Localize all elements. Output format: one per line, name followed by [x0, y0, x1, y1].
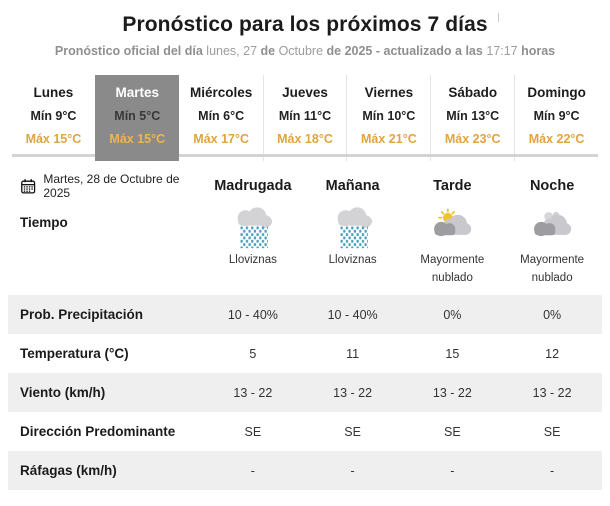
subtitle-segment: 17:17 — [486, 44, 522, 58]
day-tabs — [12, 75, 598, 161]
subtitle-segment: lunes, 27 — [206, 44, 261, 58]
day-max-temp: Máx 17°C — [193, 132, 250, 146]
weather-condition-label: Lloviznas — [228, 254, 277, 266]
row-value-cell: SE — [244, 424, 262, 439]
day-name: Martes — [115, 85, 160, 100]
row-value-cell: SE — [444, 424, 461, 439]
subtitle-segment: Pronóstico oficial del día — [54, 44, 207, 58]
row-rafagas — [8, 451, 602, 490]
row-value-cell: 13 - 22 — [333, 385, 373, 400]
top-edge-tick — [498, 13, 499, 22]
day-min-temp: Mín 6°C — [198, 109, 245, 123]
subtitle-segment: Octubre — [278, 44, 327, 58]
drizzle-icon — [228, 206, 278, 252]
row-value-cell: 12 — [545, 346, 560, 361]
page-title: Pronóstico para los próximos 7 días — [122, 13, 488, 36]
selected-date-label: Martes, 28 de Octubre de 2025 — [43, 172, 180, 200]
subtitle-segment: horas — [521, 44, 556, 58]
row-label: Tiempo — [20, 215, 68, 230]
row-value-cell: 13 - 22 — [532, 385, 572, 400]
day-name: Domingo — [527, 85, 586, 100]
weather-cell — [203, 203, 303, 270]
day-max-temp: Máx 15°C — [109, 132, 166, 146]
day-min-temp: Mín 11°C — [278, 109, 332, 123]
row-temperatura — [8, 334, 602, 373]
row-label: Prob. Precipitación — [20, 307, 144, 322]
row-value-cell: - — [350, 463, 355, 478]
day-min-temp: Mín 10°C — [362, 109, 416, 123]
row-prob-precipitacion — [8, 295, 602, 334]
weather-condition-label: Mayormente nublado — [520, 254, 585, 284]
column-header-tarde: Tarde — [433, 178, 472, 194]
day-max-temp: Máx 18°C — [277, 132, 333, 146]
day-tab-domingo[interactable] — [514, 75, 598, 161]
row-direccion-predominante — [8, 412, 602, 451]
day-min-temp: Mín 9°C — [30, 109, 77, 123]
day-max-temp: Máx 23°C — [444, 132, 501, 146]
row-value-cell: 13 - 22 — [432, 385, 472, 400]
weather-cell — [403, 203, 503, 288]
day-name: Jueves — [282, 85, 328, 100]
row-value-cell: 5 — [249, 346, 257, 361]
subtitle-segment: de — [260, 44, 279, 58]
row-label: Viento (km/h) — [20, 385, 106, 400]
row-value-cell: 0% — [543, 307, 562, 322]
row-value-cell: SE — [344, 424, 361, 439]
row-value-cell: - — [550, 463, 555, 478]
calendar-icon — [20, 178, 36, 195]
row-label: Ráfagas (km/h) — [20, 463, 117, 478]
row-value-cell: 10 - 40% — [327, 307, 378, 322]
day-max-temp: Máx 15°C — [25, 132, 82, 146]
day-name: Sábado — [448, 85, 498, 100]
day-name: Viernes — [364, 85, 414, 100]
day-tab-lunes[interactable] — [12, 75, 95, 161]
day-tab-martes[interactable] — [95, 75, 179, 161]
weather-cell — [502, 203, 602, 288]
drizzle-icon — [328, 206, 378, 252]
date-cell — [8, 172, 203, 200]
row-value-cell: 10 - 40% — [227, 307, 278, 322]
subtitle-segment: de 2025 - actualizado a las — [326, 44, 487, 58]
detail-table — [8, 169, 602, 490]
row-value-cell: - — [250, 463, 255, 478]
row-value-cell: 11 — [346, 346, 360, 361]
day-min-temp: Mín 5°C — [114, 109, 161, 123]
row-value-cell: - — [450, 463, 455, 478]
mostly-cloudy-day-icon — [427, 206, 477, 252]
weather-cell — [303, 203, 403, 270]
day-name: Miércoles — [190, 85, 253, 100]
weather-condition-label: Lloviznas — [328, 254, 377, 266]
day-name: Lunes — [33, 85, 74, 100]
column-header-manana: Mañana — [325, 178, 380, 194]
day-max-temp: Máx 22°C — [528, 132, 585, 146]
mostly-cloudy-night-icon — [527, 206, 577, 252]
day-min-temp: Mín 13°C — [446, 109, 500, 123]
row-label: Dirección Predominante — [20, 424, 176, 439]
row-value-cell: SE — [543, 424, 561, 439]
day-tab-miercoles[interactable] — [179, 75, 263, 161]
row-label: Temperatura (°C) — [20, 346, 129, 361]
column-header-madrugada: Madrugada — [214, 178, 292, 194]
day-tab-jueves[interactable] — [263, 75, 347, 161]
column-header-noche: Noche — [529, 178, 575, 194]
row-value-cell: 0% — [443, 307, 462, 322]
day-max-temp: Máx 21°C — [361, 132, 417, 146]
day-tab-sabado[interactable] — [430, 75, 514, 161]
forecast-subtitle — [0, 44, 610, 58]
day-tab-viernes[interactable] — [346, 75, 430, 161]
row-value-cell: 13 - 22 — [233, 385, 273, 400]
row-viento — [8, 373, 602, 412]
row-value-cell: 15 — [445, 346, 460, 361]
table-header-row — [8, 169, 602, 203]
row-tiempo — [8, 203, 602, 295]
day-min-temp: Mín 9°C — [533, 109, 580, 123]
weather-condition-label: Mayormente nublado — [420, 254, 485, 284]
